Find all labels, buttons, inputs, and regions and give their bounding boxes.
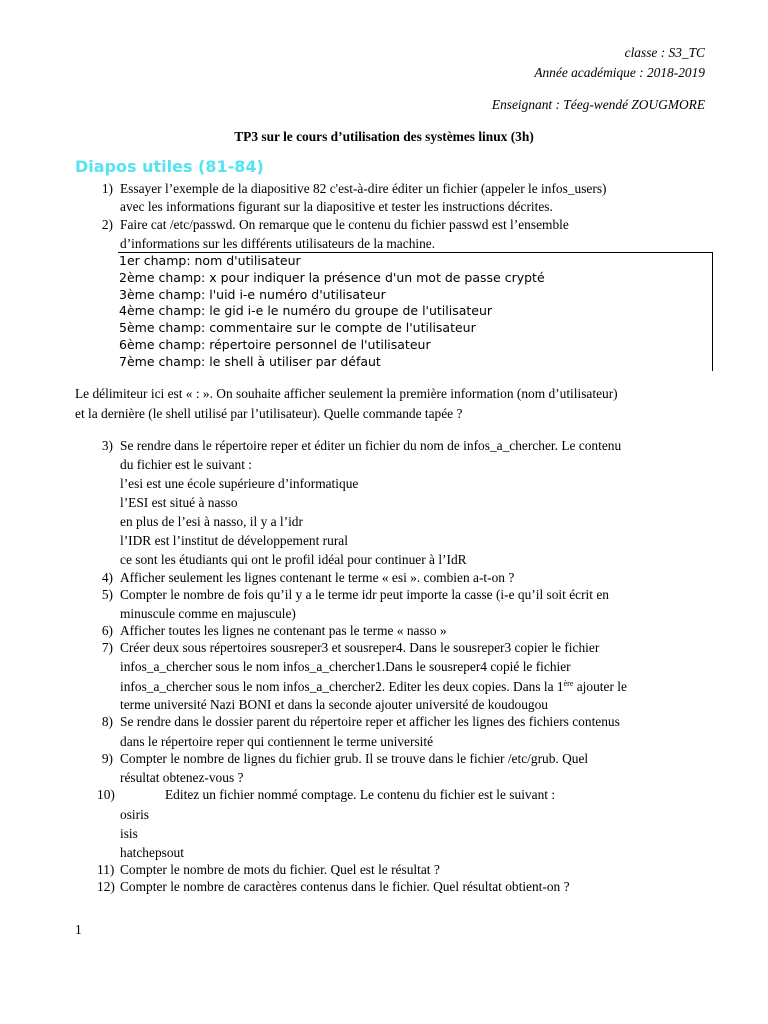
item-number: 9) <box>101 751 113 766</box>
item-5-line-1: Compter le nombre de fois qu’il y a le terme idr peut importe la casse (i-e qu’il soit écrit en <box>120 587 609 602</box>
item-number: 3) <box>101 438 113 453</box>
item-8-line-2: dans le répertoire reper qui contiennent le terme université <box>120 734 434 749</box>
passwd-fields-box <box>118 252 713 371</box>
item-number: 6) <box>101 623 113 638</box>
paragraph-line-1: Le délimiteur ici est « : ». On souhaite afficher seulement la première information (nom d’utilisateur) <box>75 386 618 401</box>
item-3-line-1: Se rendre dans le répertoire reper et éditer un fichier du nom de infos_a_chercher. Le contenu <box>120 438 622 453</box>
item-9-line-2: résultat obtenez-vous ? <box>120 770 244 785</box>
item-7-line-3 <box>120 678 627 696</box>
item-number: 5) <box>101 587 113 602</box>
item-1-line-2: avec les informations figurant sur la diapositive et tester les instructions décrites. <box>120 199 553 214</box>
item-number: 1) <box>101 181 113 196</box>
teacher-name: Enseignant : Téeg-wendé ZOUGMORE <box>491 97 705 112</box>
item-11-line-1: Compter le nombre de mots du fichier. Quel est le résultat ? <box>120 862 440 877</box>
item-2-line-1: Faire cat /etc/passwd. On remarque que le contenu du fichier passwd est l’ensemble <box>120 217 569 232</box>
item-number: 7) <box>101 640 113 655</box>
item-5-line-2: minuscule comme en majuscule) <box>120 606 296 621</box>
passwd-field: 7ème champ: le shell à utiliser par défaut <box>119 353 381 369</box>
academic-year: Année académique : 2018-2019 <box>534 65 705 80</box>
page-number: 1 <box>75 922 82 937</box>
item-7-line-3-end: ajouter le <box>573 679 627 694</box>
item-10-line-1: Editez un fichier nommé comptage. Le contenu du fichier est le suivant : <box>165 787 556 802</box>
passwd-field: 1er champ: nom d'utilisateur <box>119 253 301 268</box>
item-2-line-2: d’informations sur les différents utilisateurs de la machine. <box>120 236 436 251</box>
file-content-line: isis <box>120 826 138 841</box>
file-content-line: hatchepsout <box>120 845 184 860</box>
file-content-line: ce sont les étudiants qui ont le profil idéal pour continuer à l’IdR <box>120 552 467 567</box>
item-3-line-2: du fichier est le suivant : <box>120 457 253 472</box>
item-1-line-1: Essayer l’exemple de la diapositive 82 c'est-à-dire éditer un fichier (appeler le infos_users) <box>120 181 607 196</box>
passwd-field: 4ème champ: le gid i-e le numéro du groupe de l'utilisateur <box>119 303 493 319</box>
file-content-line: osiris <box>120 807 150 822</box>
item-7-line-2: infos_a_chercher sous le nom infos_a_chercher1.Dans le sousreper4 copié le fichier <box>120 659 571 674</box>
passwd-field: 2ème champ: x pour indiquer la présence d'un mot de passe crypté <box>119 269 545 285</box>
class-label: classe : S3_TC <box>624 45 705 60</box>
passwd-field: 5ème champ: commentaire sur le compte de l'utilisateur <box>119 320 476 336</box>
item-6-line-1: Afficher toutes les lignes ne contenant pas le terme « nasso » <box>120 623 447 638</box>
file-content-line: l’ESI est situé à nasso <box>120 495 238 510</box>
item-number: 10) <box>97 787 115 802</box>
item-12-line-1: Compter le nombre de caractères contenus dans le fichier. Quel résultat obtient-on ? <box>120 879 570 894</box>
page-title: TP3 sur le cours d’utilisation des systèmes linux (3h) <box>234 129 534 144</box>
item-4-line-1: Afficher seulement les lignes contenant le terme « esi ». combien a-t-on ? <box>120 570 515 585</box>
paragraph-line-2: et la dernière (le shell utilisé par l’utilisateur). Quelle commande tapée ? <box>75 406 463 421</box>
item-7-line-4: terme université Nazi BONI et dans la seconde ajouter université de koudougou <box>120 697 548 712</box>
item-number: 8) <box>101 714 113 729</box>
item-number: 2) <box>101 217 113 232</box>
file-content-line: l’esi est une école supérieure d’informatique <box>120 476 359 491</box>
item-7-line-3-text: infos_a_chercher sous le nom infos_a_chercher2. Editer les deux copies. Dans la 1 <box>120 679 564 694</box>
item-8-line-1: Se rendre dans le dossier parent du répertoire reper et afficher les lignes des fichiers contenus <box>120 714 620 729</box>
item-9-line-1: Compter le nombre de lignes du fichier grub. Il se trouve dans le fichier /etc/grub. Quel <box>120 751 589 766</box>
item-number: 11) <box>97 862 115 877</box>
item-number: 4) <box>101 570 113 585</box>
section-heading: Diapos utiles (81-84) <box>75 157 264 176</box>
file-content-line: l’IDR est l’institut de développement rural <box>120 533 348 548</box>
item-number: 12) <box>97 879 115 894</box>
file-content-line: en plus de l’esi à nasso, il y a l’idr <box>120 514 303 529</box>
superscript: ère <box>563 679 574 688</box>
passwd-field: 6ème champ: répertoire personnel de l'utilisateur <box>119 337 431 352</box>
item-7-line-1: Créer deux sous répertoires sousreper3 et sousreper4. Dans le sousreper3 copier le fichier <box>120 640 600 655</box>
passwd-field: 3ème champ: l'uid i-e numéro d'utilisateur <box>119 286 386 302</box>
